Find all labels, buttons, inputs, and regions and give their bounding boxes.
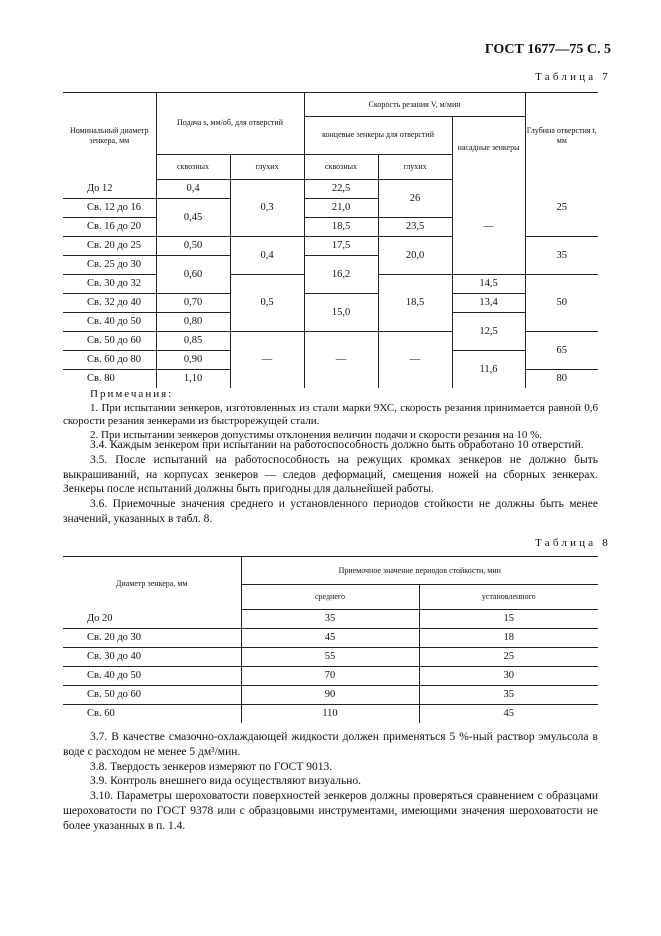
note-1: 1. При испытании зенкеров, изготовленных из стали марки 9ХС, скорость резания принимается равной 0,6 скорости резания зенкерами из быстрорежущей стали. [63, 401, 598, 427]
row-diameter: Св. 30 до 32 [63, 274, 156, 293]
paragraph-3-6: 3.6. Приемочные значения среднего и установленного периодов стойкости не должны быть менее значений, указанных в табл. 8. [63, 498, 598, 525]
cell-feed-through: 0,45 [156, 198, 230, 236]
cell-established: 30 [419, 666, 598, 685]
row-diameter: Св. 20 до 25 [63, 236, 156, 255]
col-header-average: среднего [241, 585, 419, 609]
table-row [63, 704, 598, 723]
cell-feed-blind: 0,4 [230, 236, 304, 274]
cell-average: 70 [241, 666, 419, 685]
cell-depth: 80 [525, 369, 598, 388]
cell-speed-through: 15,0 [304, 293, 378, 331]
cell-feed-blind: 0,5 [230, 274, 304, 331]
cell-speed-shell: 12,5 [452, 312, 525, 350]
row-diameter: Св. 30 до 40 [63, 647, 241, 666]
paragraph-3-10: 3.10. Параметры шероховатости поверхностей зенкеров должны проверяться сравнением с образцами шероховатости по ГОСТ 9378 или с образцовыми инструментами, имеющими значения шероховатости не более указанных в п. 1.4. [63, 790, 598, 832]
cell-feed-blind: 0,3 [230, 179, 304, 236]
table7-caption: Таблица 7 [535, 71, 611, 83]
col-header-blind-speed: глухих [378, 154, 452, 179]
cell-feed-through: 0,85 [156, 331, 230, 350]
cell-average: 90 [241, 685, 419, 704]
cell-speed-through: 17,5 [304, 236, 378, 255]
paragraph-3-9: 3.9. Контроль внешнего вида осуществляют визуально. [90, 775, 361, 788]
col-header-established: установленного [419, 585, 598, 609]
cell-speed-shell: 14,5 [452, 274, 525, 293]
row-diameter: Св. 40 до 50 [63, 312, 156, 331]
cell-speed-blind: — [378, 331, 452, 388]
table-row [63, 647, 598, 666]
cell-depth: 35 [525, 236, 598, 274]
col-header-diameter: Диаметр зенкера, мм [63, 557, 241, 610]
cell-feed-through: 0,60 [156, 255, 230, 293]
col-header-depth: Глубина отверстия t, мм [525, 93, 598, 180]
cell-feed-through: 1,10 [156, 369, 230, 388]
cell-average: 110 [241, 704, 419, 723]
col-header-speed: Скорость резания V, м/мин [304, 93, 525, 117]
notes-title: Примечания: [90, 388, 174, 400]
paragraph-3-8: 3.8. Твердость зенкеров измеряют по ГОСТ 9013. [90, 760, 333, 773]
cell-speed-through: 22,5 [304, 179, 378, 198]
row-diameter: Св. 50 до 60 [63, 685, 241, 704]
row-diameter: Св. 25 до 30 [63, 255, 156, 274]
col-header-diameter: Номинальный диаметр зенкера, мм [63, 93, 156, 180]
col-header-through-speed: сквозных [304, 154, 378, 179]
paragraph-3-7: 3.7. В качестве смазочно-охлаждающей жидкости должен применяться 5 %-ный раствор эмульсола в воде с расходом не менее 5 дм³/мин. [63, 731, 598, 758]
col-header-feed: Подача s, мм/об, для отверстий [156, 93, 304, 155]
col-header-through: сквозных [156, 154, 230, 179]
cell-speed-shell: 13,4 [452, 293, 525, 312]
row-diameter: Св. 80 [63, 369, 156, 388]
row-diameter: Св. 12 до 16 [63, 198, 156, 217]
row-diameter: Св. 40 до 50 [63, 666, 241, 685]
cell-feed-through: 0,4 [156, 179, 230, 198]
cell-established: 35 [419, 685, 598, 704]
table-8 [63, 556, 598, 723]
row-diameter: Св. 60 [63, 704, 241, 723]
cell-depth: 65 [525, 331, 598, 369]
cell-speed-blind: 26 [378, 179, 452, 217]
body-section-1 [63, 438, 598, 527]
table8-caption: Таблица 8 [535, 537, 611, 549]
cell-speed-blind: 20,0 [378, 236, 452, 274]
col-header-shell-reamers: насадные зенкеры [452, 117, 525, 180]
cell-speed-through: 21,0 [304, 198, 378, 217]
cell-speed-shell: 11,6 [452, 350, 525, 388]
row-diameter: Св. 16 до 20 [63, 217, 156, 236]
cell-speed-blind: 23,5 [378, 217, 452, 236]
row-diameter: Св. 20 до 30 [63, 628, 241, 647]
col-header-period: Приемочное значение периодов стойкости, мин [241, 557, 598, 585]
col-header-blind: глухих [230, 154, 304, 179]
cell-established: 45 [503, 708, 514, 719]
cell-established: 25 [419, 647, 598, 666]
row-diameter: Св. 50 до 60 [63, 331, 156, 350]
cell-speed-through: — [304, 331, 378, 388]
paragraph-3-4: 3.4. Каждым зенкером при испытании на работоспособность должно быть обработано 10 отверстий. [90, 439, 584, 451]
cell-feed-through: 0,50 [156, 236, 230, 255]
col-header-end-reamers: концевые зенкеры для отверстий [304, 117, 452, 155]
table-row [63, 609, 598, 628]
page-header: ГОСТ 1677—75 С. 5 [484, 42, 611, 57]
table-row [63, 685, 598, 704]
row-diameter: Св. 60 до 80 [63, 350, 156, 369]
row-diameter: До 12 [63, 179, 156, 198]
cell-established: 18 [419, 628, 598, 647]
cell-feed-through: 0,70 [156, 293, 230, 312]
cell-feed-blind: — [230, 331, 304, 388]
table7-notes [63, 388, 598, 442]
cell-established: 15 [419, 609, 598, 628]
cell-depth: 50 [525, 274, 598, 331]
row-diameter: До 20 [63, 609, 241, 628]
body-section-2 [63, 730, 598, 834]
cell-average: 35 [241, 609, 419, 628]
cell-feed-through: 0,80 [156, 312, 230, 331]
paragraph-3-5: 3.5. После испытаний на работоспособность на режущих кромках зенкеров не должно быть выкрашиваний, на корпусах зенкеров — следов деформаций, смещения ножей на сборных зенкерах. Зенкеры после испытаний должны быть пригодны для дальнейшей работы. [63, 453, 598, 496]
cell-speed-through: 18,5 [304, 217, 378, 236]
table-row [63, 628, 598, 647]
table-row [63, 666, 598, 685]
cell-feed-through: 0,90 [156, 350, 230, 369]
cell-speed-through: 16,2 [304, 255, 378, 293]
note-2: 2. При испытании зенкеров допустимы отклонения величин подачи и скорости резания на 10 %. [90, 428, 543, 441]
table-7 [63, 92, 598, 388]
cell-average: 45 [241, 628, 419, 647]
cell-speed-shell: — [452, 179, 525, 274]
cell-speed-blind: 18,5 [378, 274, 452, 331]
cell-depth: 25 [525, 179, 598, 236]
row-diameter: Св. 32 до 40 [63, 293, 156, 312]
cell-average: 55 [241, 647, 419, 666]
